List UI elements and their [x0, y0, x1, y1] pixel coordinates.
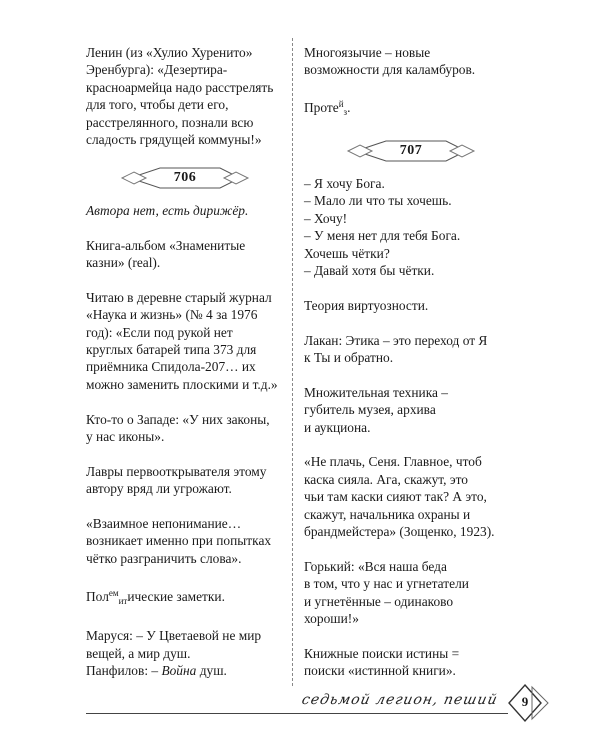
entry-copying-tech: Множительная техника – губитель музея, архива и аукциона.	[304, 384, 448, 435]
right-column	[304, 44, 519, 680]
entry-polemical-notes: Пол$^{ем}_{ит}$ические заметки.	[86, 587, 225, 606]
entry-lenin-quote: Ленин (из «Хулио Хуренито» Эренбурга): «Дезертира- красноармейца надо расстрелять для того, чтобы дети его, расстрелянного, познали всю сладость грядущей коммуны!»	[86, 45, 274, 148]
section-number: 707	[399, 143, 423, 158]
entry-god-dialogue: – Я хочу Бога. – Мало ли что ты хочешь. – Хочу! – У меня нет для тебя Бога. Хочешь чётки? – Давай хотя бы чётки.	[304, 176, 461, 279]
section-marker-706	[86, 166, 286, 190]
entry-gorky-quote: Горький: «Вся наша беда в том, что у нас и угнетатели и угнетённые – одинаково хороши!»	[304, 558, 469, 627]
column-divider	[292, 38, 293, 686]
entry-west-laws: Кто-то о Западе: «У них законы, у нас иконы».	[86, 411, 270, 445]
entry-panfilov: Панфилов: – Война душ.	[86, 663, 227, 679]
running-title: седьмой легион, пеший	[300, 692, 500, 708]
entry-book-search: Книжные поиски истины = поиски «истинной книги».	[304, 645, 460, 679]
entry-journal-quote: Читаю в деревне старый журнал «Наука и жизнь» (№ 4 за 1976 год): «Если под рукой нет круглых батарей типа 373 для приёмника Спидола-207… их можно заменить плоскими и т.д.»	[86, 289, 278, 392]
entry-protey: Проте$^й_з$.	[304, 99, 351, 118]
footer-rule	[86, 713, 508, 714]
entry-conductor: Автора нет, есть дирижёр.	[86, 202, 249, 218]
left-column	[86, 44, 286, 680]
page-number: 9	[521, 694, 529, 709]
entry-laurels: Лавры первооткрывателя этому автору вряд ли угрожают.	[86, 463, 267, 497]
entry-marusya: Маруся: – У Цветаевой не мир вещей, а мир душ.	[86, 628, 262, 661]
section-marker-707	[304, 139, 519, 163]
entry-misunderstanding: «Взаимное непонимание… возникает именно при попытках чётко разграничить слова».	[86, 516, 272, 566]
entry-lacan: Лакан: Этика – это переход от Я к Ты и обратно.	[304, 332, 488, 366]
entry-zoshchenko-quote: «Не плачь, Сеня. Главное, чтоб каска сияла. Ага, скажут, это чьи там каски сияют так? А это, скажут, начальника охраны и брандмейстера» (Зощенко, 1923).	[304, 454, 495, 540]
section-number: 706	[173, 169, 197, 185]
entry-executions-album: Книга-альбом «Знаменитые казни» (real).	[86, 237, 246, 271]
entry-virtuosity: Теория виртуозности.	[304, 297, 429, 313]
entry-multilingualism: Многоязычие – новые возможности для каламбуров.	[304, 45, 476, 78]
page-number-badge	[508, 683, 552, 723]
